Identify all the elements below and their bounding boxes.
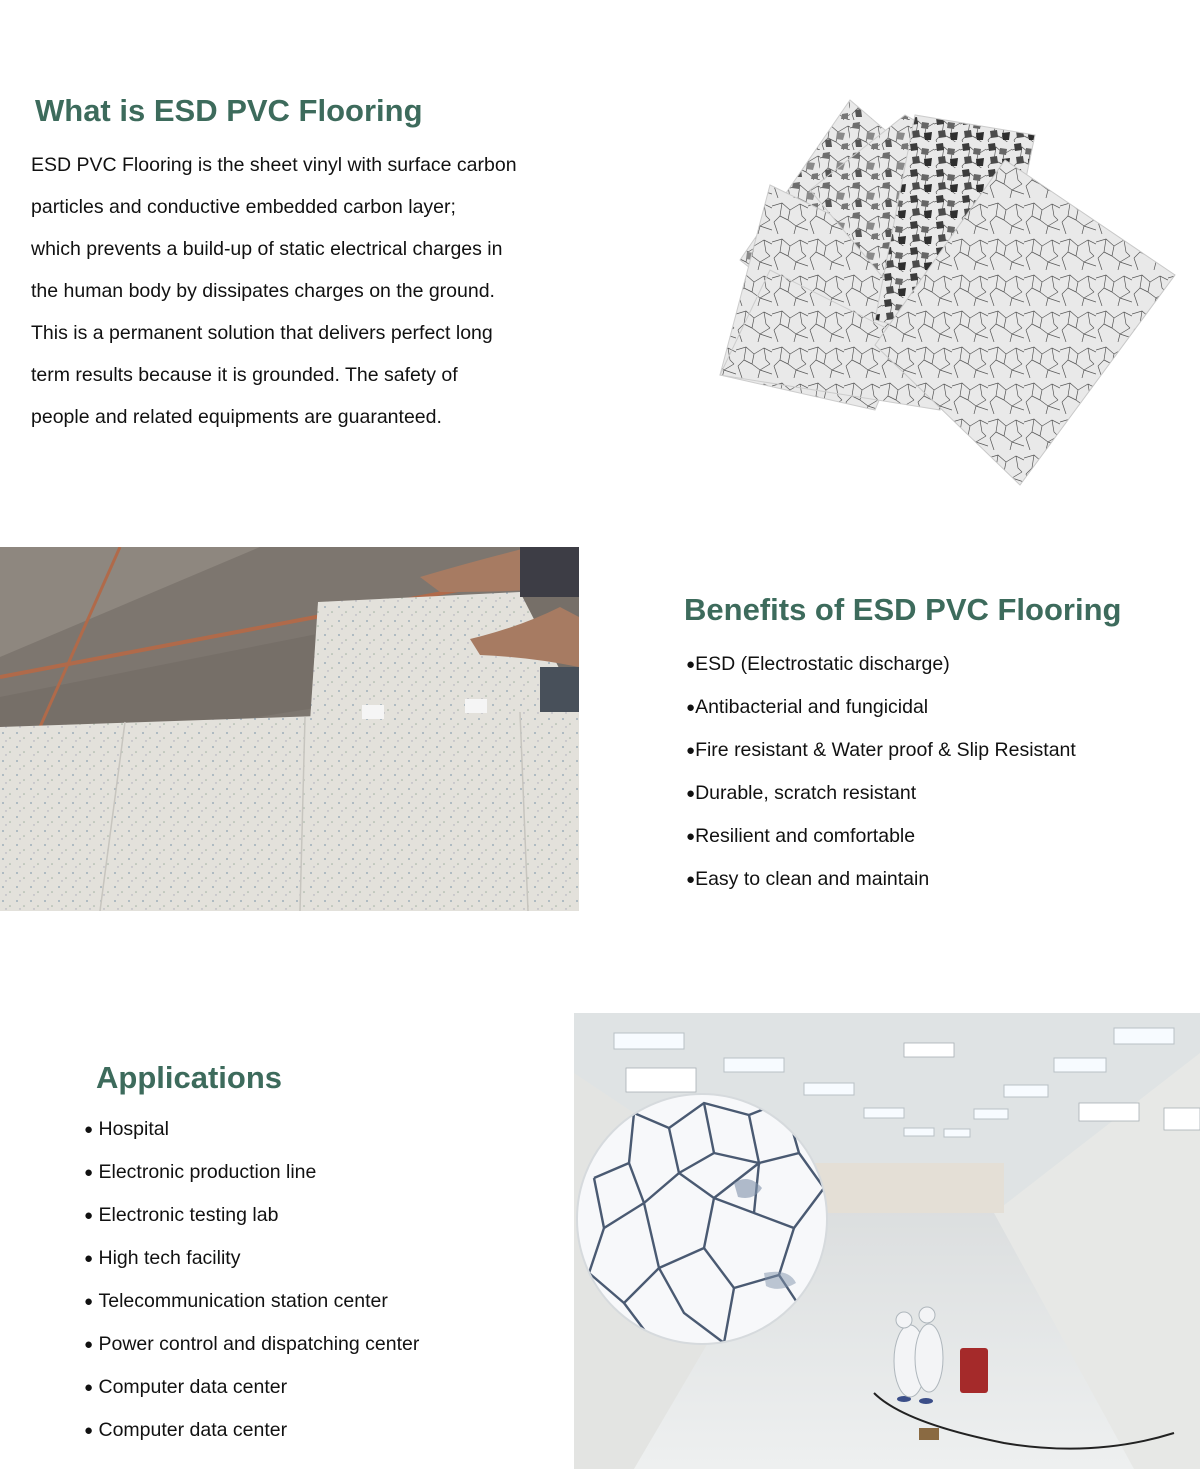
list-item: ●Durable, scratch resistant (686, 772, 1076, 815)
bullet-icon: ● (84, 1207, 94, 1224)
bullet-icon: ● (686, 828, 696, 845)
bullet-icon: ● (84, 1121, 94, 1138)
bullet-icon: ● (84, 1250, 94, 1267)
cleanroom-photo (574, 1013, 1200, 1469)
bullet-icon: ● (686, 656, 696, 673)
description-line: ESD PVC Flooring is the sheet vinyl with surface carbon (31, 154, 517, 176)
list-item: ●ESD (Electrostatic discharge) (686, 643, 1076, 686)
list-item: ●Easy to clean and maintain (686, 858, 1076, 901)
bullet-icon: ● (686, 785, 696, 802)
description-line: the human body by dissipates charges on the ground. (31, 280, 495, 302)
applications-list (84, 1108, 419, 1452)
what-is-description (31, 144, 631, 438)
bullet-icon: ● (84, 1379, 94, 1396)
bullet-icon: ● (84, 1293, 94, 1310)
list-item: ●Antibacterial and fungicidal (686, 686, 1076, 729)
list-item: ●Resilient and comfortable (686, 815, 1076, 858)
list-item: ● Power control and dispatching center (84, 1323, 419, 1366)
description-line: people and related equipments are guaranteed. (31, 406, 442, 428)
bullet-icon: ● (686, 699, 696, 716)
what-is-title: What is ESD PVC Flooring (35, 93, 423, 128)
list-item: ● Computer data center (84, 1366, 419, 1409)
list-item: ● Electronic testing lab (84, 1194, 419, 1237)
tile-samples-image (700, 90, 1180, 500)
bullet-icon: ● (686, 742, 696, 759)
bullet-icon: ● (84, 1422, 94, 1439)
description-line: This is a permanent solution that delivers perfect long (31, 322, 493, 344)
list-item: ● Computer data center (84, 1409, 419, 1452)
installation-photo (0, 547, 579, 911)
list-item: ● High tech facility (84, 1237, 419, 1280)
description-line: term results because it is grounded. The safety of (31, 364, 458, 386)
bullet-icon: ● (686, 871, 696, 888)
description-line: particles and conductive embedded carbon layer; (31, 196, 456, 218)
bullet-icon: ● (84, 1336, 94, 1353)
benefits-title: Benefits of ESD PVC Flooring (684, 592, 1122, 627)
bullet-icon: ● (84, 1164, 94, 1181)
benefits-list (686, 643, 1076, 901)
list-item: ● Electronic production line (84, 1151, 419, 1194)
list-item: ● Hospital (84, 1108, 419, 1151)
applications-title: Applications (96, 1060, 283, 1095)
list-item: ●Fire resistant & Water proof & Slip Resistant (686, 729, 1076, 772)
list-item: ● Telecommunication station center (84, 1280, 419, 1323)
description-line: which prevents a build-up of static electrical charges in (31, 238, 503, 260)
